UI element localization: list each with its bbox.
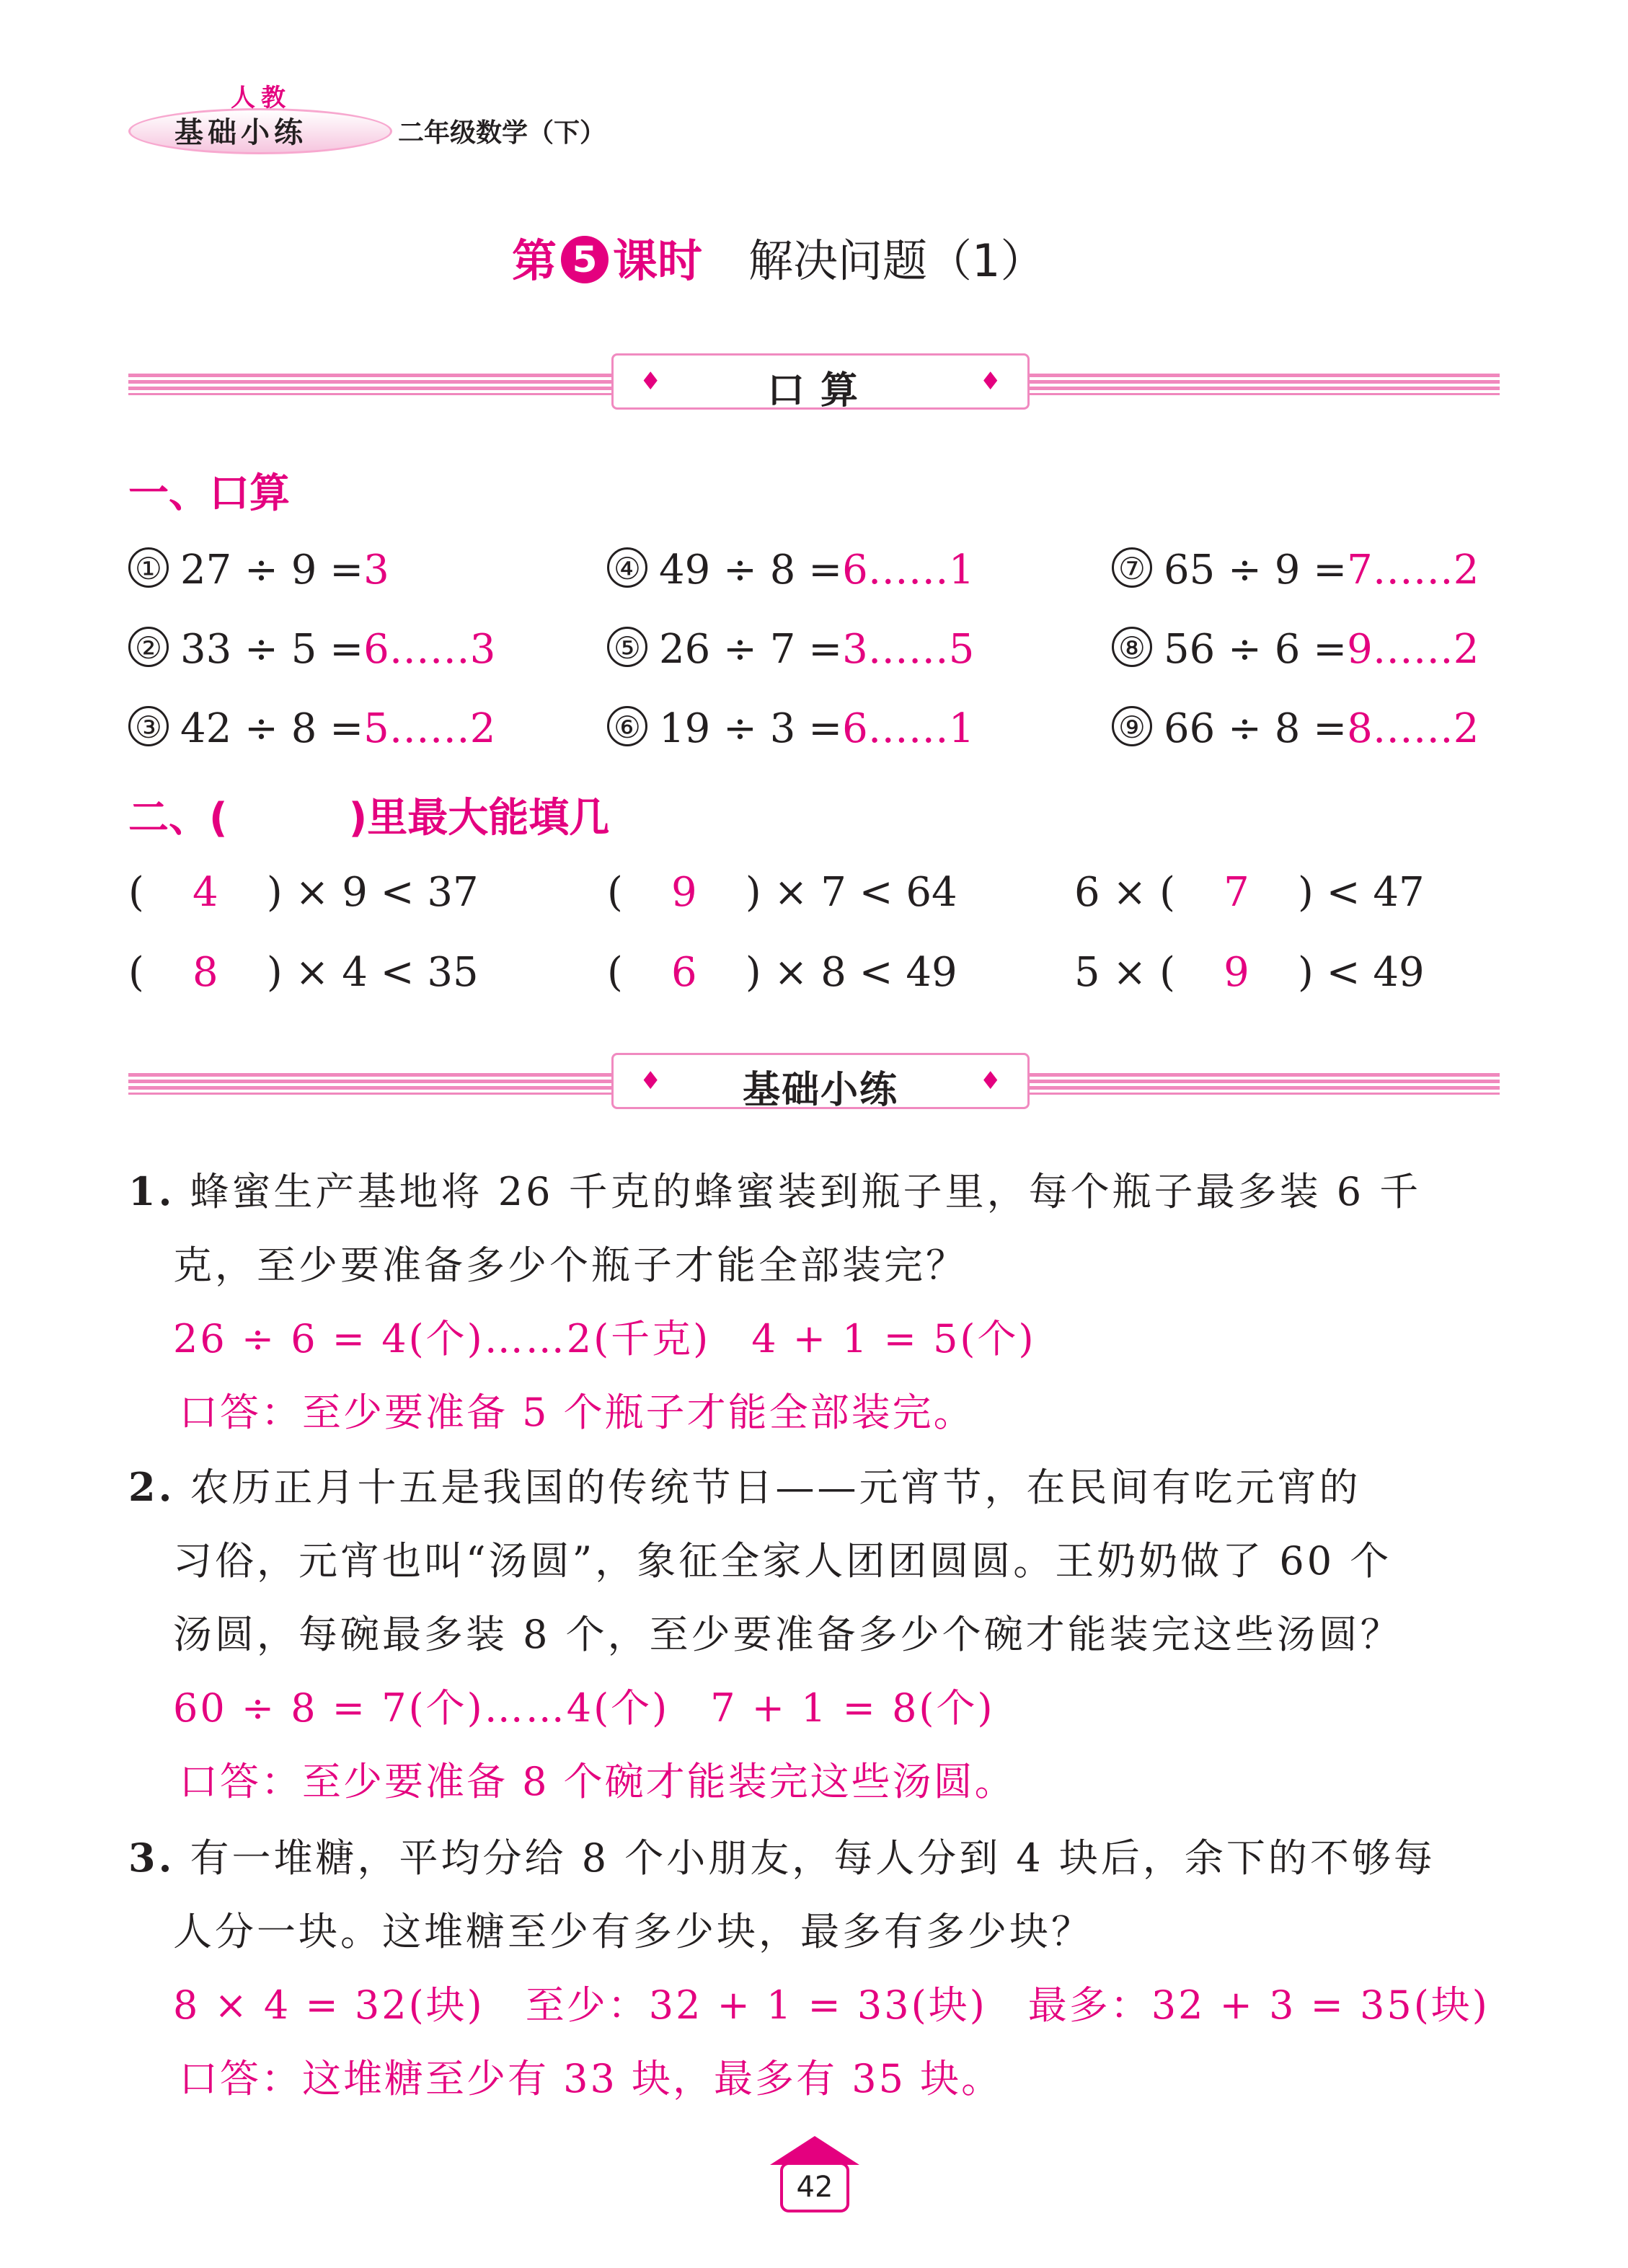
expr-suffix: ) × 7 < 64 xyxy=(745,869,957,916)
solution-work: 60 ÷ 8 = 7(个)……4(个) 7 + 1 = 8(个) xyxy=(173,1685,995,1731)
question: 27 ÷ 9 = xyxy=(180,547,364,594)
question: 42 ÷ 8 = xyxy=(180,705,364,752)
item-number: ④ xyxy=(607,547,647,588)
expr-suffix: ) × 4 < 35 xyxy=(266,949,479,996)
section-title: 口算 xyxy=(766,369,874,412)
problem-number: 3. xyxy=(128,1835,175,1881)
calc-item xyxy=(607,705,974,752)
question: 66 ÷ 8 = xyxy=(1164,705,1348,752)
lesson-suffix: 课时 xyxy=(613,234,703,287)
answer: 8……2 xyxy=(1347,705,1479,752)
part2-heading: 二、( )里最大能填几 xyxy=(128,795,610,842)
answer: 6……1 xyxy=(842,705,975,752)
question: 56 ÷ 6 = xyxy=(1164,626,1348,673)
fill-item xyxy=(607,869,957,916)
lesson-prefix: 第 xyxy=(512,234,557,287)
question: 65 ÷ 9 = xyxy=(1164,547,1348,594)
expr-prefix: ( xyxy=(128,949,144,996)
calc-item xyxy=(1112,547,1479,594)
solution-work: 8 × 4 = 32(块) 至少：32 + 1 = 33(块) 最多：32 + 3 = 35(块) xyxy=(173,1982,1490,2028)
fill-item xyxy=(128,869,479,916)
solution-answer: 口答：至少要准备 8 个碗才能装完这些汤圆。 xyxy=(179,1759,1016,1804)
item-number: ⑨ xyxy=(1112,706,1152,746)
brand-title: 基础小练 xyxy=(174,116,307,149)
item-number: ① xyxy=(128,547,169,588)
calc-item xyxy=(128,705,495,752)
answer: 3 xyxy=(363,547,389,594)
problem-line xyxy=(128,1161,1421,1217)
question: 49 ÷ 8 = xyxy=(659,547,843,594)
solution-answer: 口答：至少要准备 5 个瓶子才能全部装完。 xyxy=(179,1390,975,1435)
question: 33 ÷ 5 = xyxy=(180,626,364,673)
problem-line xyxy=(128,1827,1435,1883)
calc-item xyxy=(607,547,974,594)
answer: 3……5 xyxy=(842,626,975,673)
problem-text: 有一堆糖，平均分给 8 个小朋友，每人分到 4 块后，余下的不够每 xyxy=(190,1835,1435,1881)
page-number: 42 xyxy=(780,2162,849,2212)
problem-text: 蜂蜜生产基地将 26 千克的蜂蜜装到瓶子里，每个瓶子最多装 6 千 xyxy=(190,1169,1422,1214)
diamond-icon: ♦ xyxy=(640,1067,662,1095)
question: 19 ÷ 3 = xyxy=(659,705,843,752)
solution-work: 26 ÷ 6 = 4(个)……2(千克) 4 + 1 = 5(个) xyxy=(173,1316,1036,1362)
expr-prefix: ( xyxy=(607,949,623,996)
section-banner-basic xyxy=(611,1053,1030,1112)
question: 26 ÷ 7 = xyxy=(659,626,843,673)
solution-answer: 口答：这堆糖至少有 33 块，最多有 35 块。 xyxy=(179,2056,1003,2101)
expr-suffix: ) < 47 xyxy=(1298,869,1425,916)
page-number-roof xyxy=(770,2136,859,2165)
section-title: 基础小练 xyxy=(742,1069,898,1112)
answer: 9 xyxy=(671,869,697,916)
section-banner-oral xyxy=(611,353,1030,410)
answer: 8 xyxy=(193,949,218,996)
answer: 4 xyxy=(193,869,218,916)
lesson-title xyxy=(512,225,1045,289)
expr-prefix: 5 × ( xyxy=(1074,949,1175,996)
item-number: ⑧ xyxy=(1112,627,1152,667)
expr-prefix: 6 × ( xyxy=(1074,869,1175,916)
diamond-icon: ♦ xyxy=(979,1067,1001,1095)
fill-item xyxy=(1074,869,1425,916)
item-number: ⑦ xyxy=(1112,547,1152,588)
calc-item xyxy=(128,547,389,594)
calc-item xyxy=(1112,626,1479,673)
answer: 5……2 xyxy=(363,705,496,752)
expr-suffix: ) × 9 < 37 xyxy=(266,869,479,916)
item-number: ② xyxy=(128,627,169,667)
answer: 7……2 xyxy=(1347,547,1479,594)
problem-line: 汤圆，每碗最多装 8 个，至少要准备多少个碗才能装完这些汤圆？ xyxy=(173,1612,1402,1657)
lesson-number: 5 xyxy=(561,236,609,283)
calc-item xyxy=(128,626,495,673)
diamond-icon: ♦ xyxy=(979,367,1001,396)
problem-line: 习俗，元宵也叫“汤圆”，象征全家人团团圆圆。王奶奶做了 60 个 xyxy=(173,1538,1392,1584)
fill-item xyxy=(607,949,957,996)
expr-suffix: ) × 8 < 49 xyxy=(745,949,957,996)
problem-text: 农历正月十五是我国的传统节日——元宵节，在民间有吃元宵的 xyxy=(190,1465,1361,1510)
answer: 6 xyxy=(671,949,697,996)
item-number: ⑥ xyxy=(607,706,647,746)
answer: 6……3 xyxy=(363,626,496,673)
problem-line: 人分一块。这堆糖至少有多少块，最多有多少块？ xyxy=(173,1909,1093,1954)
item-number: ⑤ xyxy=(607,627,647,667)
answer: 7 xyxy=(1224,869,1249,916)
part1-heading: 一、口算 xyxy=(128,470,290,517)
calc-item xyxy=(1112,705,1479,752)
fill-item xyxy=(1074,949,1425,996)
book-subtitle: 二年级数学（下） xyxy=(398,118,606,148)
expr-suffix: ) < 49 xyxy=(1298,949,1425,996)
lesson-topic: 解决问题（1） xyxy=(748,234,1045,287)
problem-number: 2. xyxy=(128,1464,175,1510)
fill-item xyxy=(128,949,479,996)
problem-number: 1. xyxy=(128,1168,175,1214)
problem-line: 克，至少要准备多少个瓶子才能全部装完？ xyxy=(173,1243,968,1288)
problem-line xyxy=(128,1457,1361,1512)
answer: 9……2 xyxy=(1347,626,1479,673)
item-number: ③ xyxy=(128,706,169,746)
answer: 9 xyxy=(1224,949,1249,996)
calc-item xyxy=(607,626,974,673)
answer: 6……1 xyxy=(842,547,975,594)
brand-publisher: 人教 xyxy=(231,84,291,112)
expr-prefix: ( xyxy=(607,869,623,916)
diamond-icon: ♦ xyxy=(640,367,662,396)
expr-prefix: ( xyxy=(128,869,144,916)
